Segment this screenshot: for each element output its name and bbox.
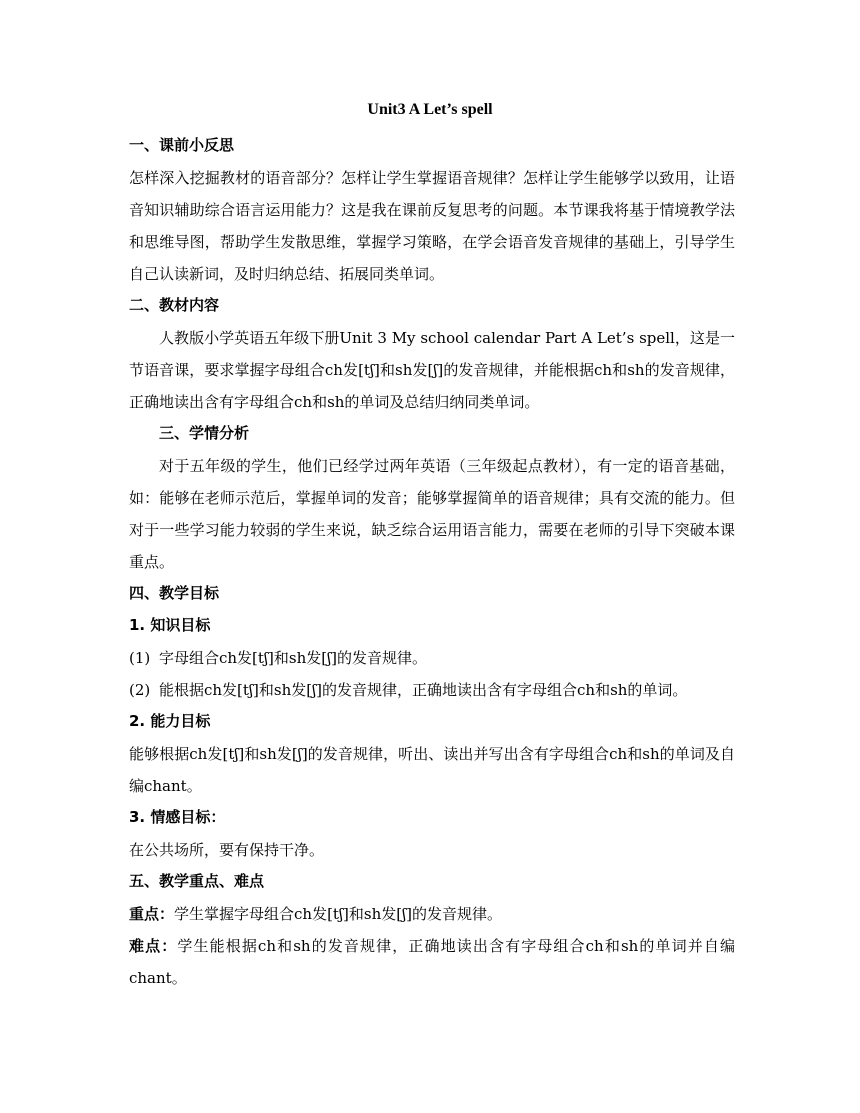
key-point-text: 学生掌握字母组合ch发[tʃ]和sh发[ʃ]的发音规律。: [174, 905, 503, 923]
paragraph-learner-analysis: 对于五年级的学生，他们已经学过两年英语（三年级起点教材），有一定的语音基础，如：能够在老师示范后，掌握单词的发音；能够掌握简单的语音规律；具有交流的能力。但对于一些学习能力较弱的学生来说，缺乏综合运用语言能力，需要在老师的引导下突破本课重点。: [129, 457, 735, 571]
list-item-text: 能根据ch发[tʃ]和sh发[ʃ]的发音规律，正确地读出含有字母组合ch和sh的单词。: [159, 681, 688, 699]
paragraph-ability-goal: 能够根据ch发[tʃ]和sh发[ʃ]的发音规律，听出、读出并写出含有字母组合ch和sh的单词及自编chant。: [129, 745, 735, 795]
document-title: Unit3 A Let’s spell: [367, 101, 493, 118]
section-heading-learner-analysis: 三、学情分析: [159, 424, 250, 442]
subheading-emotion-goal: 3. 情感目标：: [129, 808, 226, 826]
list-item: [129, 642, 735, 674]
paragraph-key-point: [129, 898, 735, 930]
section-heading-key-points: 五、教学重点、难点: [129, 872, 265, 890]
subheading-ability-goal: 2. 能力目标: [129, 712, 211, 730]
paragraph-materials: 人教版小学英语五年级下册Unit 3 My school calendar Part A Let’s spell，这是一节语音课，要求掌握字母组合ch发[tʃ]和sh发[ʃ]的发音规律，并能根据ch和sh的发音规律，正确地读出含有字母组合ch和sh的单词及总结归纳同类单词。: [129, 329, 735, 411]
key-point-label: 重点：: [129, 905, 175, 923]
paragraph-difficulty: [129, 930, 735, 994]
subheading-knowledge-goal: 1. 知识目标: [129, 616, 211, 634]
paragraph-emotion-goal: 在公共场所，要有保持干净。: [129, 841, 325, 859]
section-heading-objectives: 四、教学目标: [129, 584, 220, 602]
document-body: [129, 130, 735, 994]
difficulty-label: 难点：: [129, 937, 178, 955]
list-item-number: (1): [129, 649, 151, 667]
list-item-number: (2): [129, 681, 151, 699]
difficulty-text: 学生能根据ch和sh的发音规律，正确地读出含有字母组合ch和sh的单词并自编chant。: [129, 937, 735, 987]
section-heading-materials: 二、教材内容: [129, 296, 220, 314]
section-heading-reflection: 一、课前小反思: [129, 136, 235, 154]
list-item: [129, 674, 735, 706]
paragraph-reflection: 怎样深入挖掘教材的语音部分？怎样让学生掌握语音规律？怎样让学生能够学以致用，让语音知识辅助综合语言运用能力？这是我在课前反复思考的问题。本节课我将基于情境教学法和思维导图，帮助学生发散思维，掌握学习策略，在学会语音发音规律的基础上，引导学生自己认读新词，及时归纳总结、拓展同类单词。: [129, 169, 735, 283]
list-item-text: 字母组合ch发[tʃ]和sh发[ʃ]的发音规律。: [159, 649, 428, 667]
